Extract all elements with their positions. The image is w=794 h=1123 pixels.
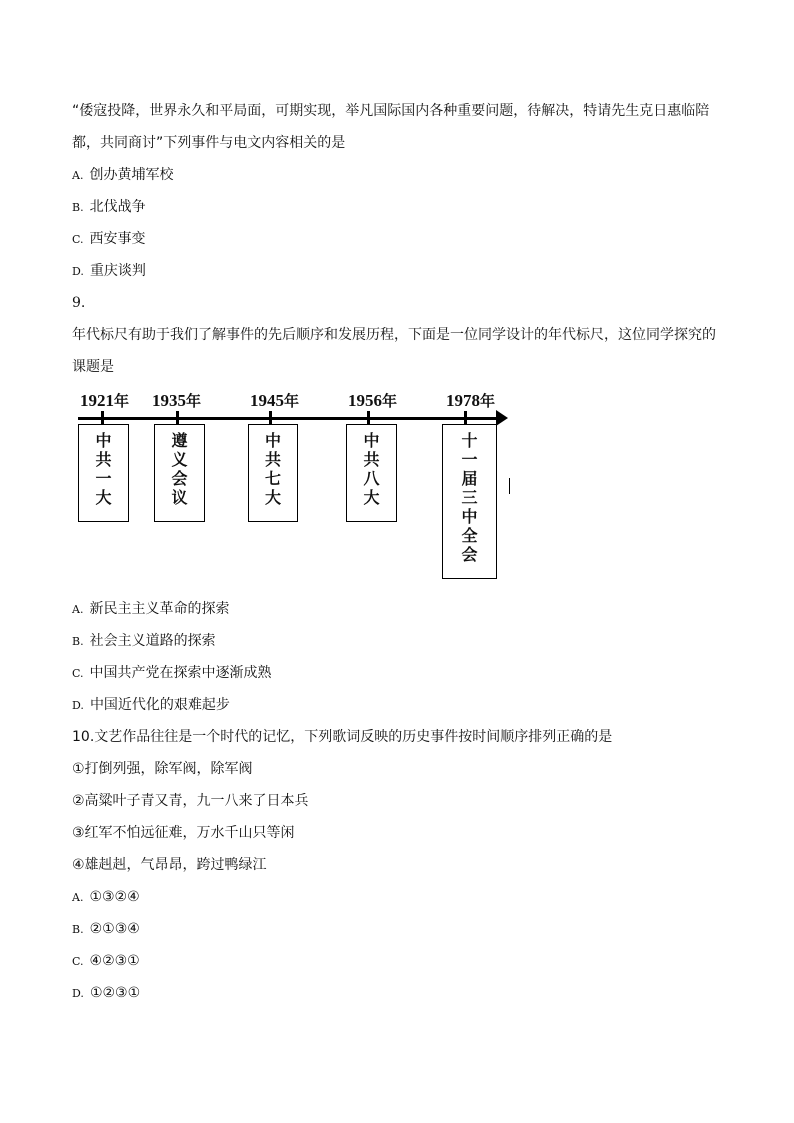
q10-lyric-1: ①打倒列强，除军阀，除军阀 bbox=[72, 761, 253, 777]
q10-stem: 10.文艺作品往往是一个时代的记忆，下列歌词反映的历史事件按时间顺序排列正确的是 bbox=[72, 729, 613, 745]
q8-option-d bbox=[72, 261, 146, 282]
option-text: ④②③① bbox=[89, 953, 140, 969]
option-letter: B. bbox=[72, 635, 84, 648]
option-text: ①③②④ bbox=[89, 889, 140, 905]
q9-option-d bbox=[72, 695, 230, 716]
option-letter: B. bbox=[72, 201, 84, 214]
q10-lyric-4: ④雄赳赳，气昂昂，跨过鸭绿江 bbox=[72, 857, 267, 873]
event-box-1935: 遵 义 会 议 bbox=[154, 424, 205, 522]
option-text: ②①③④ bbox=[89, 921, 140, 937]
option-letter: D. bbox=[72, 987, 84, 1000]
option-letter: A. bbox=[72, 891, 84, 904]
option-text: 中国共产党在探索中逐渐成熟 bbox=[89, 665, 272, 681]
event-box-1945: 中 共 七 大 bbox=[248, 424, 298, 522]
year-label-1921: 1921年 bbox=[80, 391, 130, 410]
option-letter: C. bbox=[72, 667, 84, 680]
q9-number: 9. bbox=[72, 295, 86, 311]
option-text: 西安事变 bbox=[89, 231, 146, 247]
stray-mark bbox=[509, 478, 510, 494]
option-letter: D. bbox=[72, 265, 84, 278]
q8-option-b bbox=[72, 197, 146, 218]
q10-lyric-3: ③红军不怕远征难，万水千山只等闲 bbox=[72, 825, 295, 841]
timeline-tick bbox=[367, 411, 370, 424]
year-label-1956: 1956年 bbox=[348, 391, 398, 410]
timeline-figure bbox=[72, 386, 522, 586]
q9-stem-line2: 课题是 bbox=[72, 359, 114, 375]
option-text: 北伐战争 bbox=[89, 199, 146, 215]
q10-lyric-2: ②高粱叶子青又青，九一八来了日本兵 bbox=[72, 793, 309, 809]
option-text: 新民主主义革命的探索 bbox=[89, 601, 230, 617]
year-label-1945: 1945年 bbox=[250, 391, 300, 410]
option-text: 重庆谈判 bbox=[89, 263, 146, 279]
option-letter: B. bbox=[72, 923, 84, 936]
timeline-axis bbox=[78, 417, 500, 420]
q10-option-d bbox=[72, 983, 140, 1004]
timeline-tick bbox=[176, 411, 179, 424]
q8-option-c bbox=[72, 229, 146, 250]
q8-option-a bbox=[72, 165, 173, 186]
q9-option-c bbox=[72, 663, 272, 684]
option-letter: C. bbox=[72, 955, 84, 968]
q10-option-c bbox=[72, 951, 140, 972]
option-text: 社会主义道路的探索 bbox=[89, 633, 216, 649]
event-box-1921: 中 共 一 大 bbox=[78, 424, 129, 522]
option-text: ①②③① bbox=[89, 985, 141, 1001]
event-box-1978: 十 一 届 三 中 全 会 bbox=[442, 424, 497, 579]
q10-option-b bbox=[72, 919, 140, 940]
q9-option-a bbox=[72, 599, 229, 620]
q8-stem-line2: 都，共同商讨”下列事件与电文内容相关的是 bbox=[72, 135, 346, 151]
option-letter: C. bbox=[72, 233, 84, 246]
timeline-tick bbox=[269, 411, 272, 424]
option-text: 中国近代化的艰难起步 bbox=[89, 697, 230, 713]
timeline-tick bbox=[101, 411, 104, 424]
q8-stem-line1: “倭寇投降，世界永久和平局面，可期实现，举凡国际国内各种重要问题，待解决，特请先生克日惠临陪 bbox=[72, 103, 710, 119]
option-letter: D. bbox=[72, 699, 84, 712]
q9-stem-line1: 年代标尺有助于我们了解事件的先后顺序和发展历程，下面是一位同学设计的年代标尺，这位同学探究的 bbox=[72, 327, 716, 343]
year-label-1935: 1935年 bbox=[152, 391, 202, 410]
year-label-1978: 1978年 bbox=[446, 391, 496, 410]
timeline-tick bbox=[464, 411, 467, 424]
event-box-1956: 中 共 八 大 bbox=[346, 424, 397, 522]
option-text: 创办黄埔军校 bbox=[89, 167, 174, 183]
timeline-arrow-icon bbox=[496, 410, 508, 426]
option-letter: A. bbox=[72, 169, 84, 182]
q10-option-a bbox=[72, 887, 140, 908]
q9-option-b bbox=[72, 631, 216, 652]
option-letter: A. bbox=[72, 603, 84, 616]
